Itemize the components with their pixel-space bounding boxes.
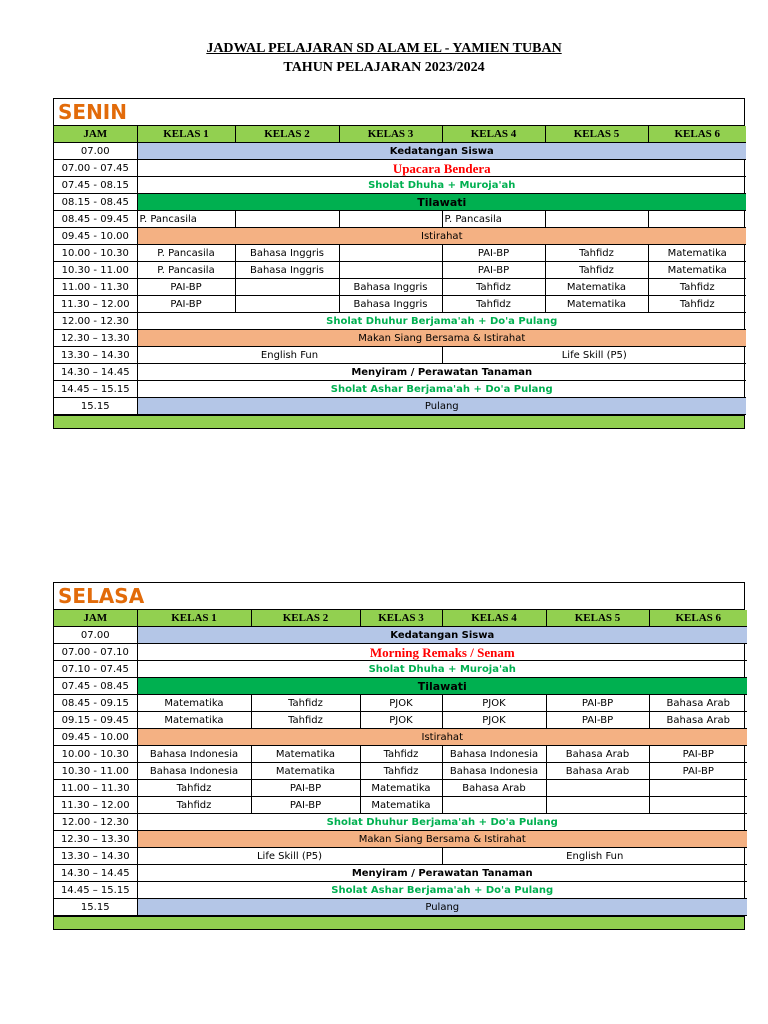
subject-cell: Bahasa Arab bbox=[649, 695, 747, 712]
table-row bbox=[54, 398, 746, 415]
activity-cell: Life Skill (P5) bbox=[137, 848, 442, 865]
document-subtitle: TAHUN PELAJARAN 2023/2024 bbox=[283, 60, 485, 75]
column-header: KELAS 1 bbox=[137, 610, 251, 627]
activity-cell: Tilawati bbox=[137, 678, 747, 695]
time-cell: 07.00 bbox=[54, 143, 137, 160]
activity-cell: Upacara Bendera bbox=[137, 160, 746, 177]
subject-cell: PJOK bbox=[442, 695, 546, 712]
subject-cell bbox=[339, 262, 442, 279]
activity-cell: Pulang bbox=[137, 398, 746, 415]
schedule-senin bbox=[53, 98, 745, 429]
time-cell: 07.00 bbox=[54, 627, 137, 644]
day-title: SELASA bbox=[54, 583, 744, 610]
time-cell: 07.45 - 08.15 bbox=[54, 177, 137, 194]
activity-cell: Sholat Ashar Berjama'ah + Do'a Pulang bbox=[137, 882, 747, 899]
subject-cell: Bahasa Indonesia bbox=[137, 746, 251, 763]
time-cell: 12.30 – 13.30 bbox=[54, 831, 137, 848]
column-header: KELAS 3 bbox=[339, 126, 442, 143]
table-row bbox=[54, 627, 747, 644]
time-cell: 15.15 bbox=[54, 398, 137, 415]
subject-cell bbox=[545, 211, 648, 228]
subject-cell: Matematika bbox=[251, 746, 360, 763]
time-cell: 10.00 - 10.30 bbox=[54, 245, 137, 262]
activity-cell: Sholat Dhuha + Muroja'ah bbox=[137, 177, 746, 194]
time-cell: 07.45 - 08.45 bbox=[54, 678, 137, 695]
activity-cell: English Fun bbox=[442, 848, 747, 865]
subject-cell: Bahasa Indonesia bbox=[442, 763, 546, 780]
table-row bbox=[54, 296, 746, 313]
time-cell: 08.45 - 09.45 bbox=[54, 211, 137, 228]
subject-cell: P. Pancasila bbox=[442, 211, 545, 228]
column-header: KELAS 3 bbox=[360, 610, 442, 627]
table-row bbox=[54, 245, 746, 262]
subject-cell: Matematika bbox=[360, 780, 442, 797]
subject-cell: PJOK bbox=[360, 712, 442, 729]
subject-cell: PAI-BP bbox=[442, 245, 545, 262]
time-cell: 08.15 - 08.45 bbox=[54, 194, 137, 211]
time-cell: 07.00 - 07.45 bbox=[54, 160, 137, 177]
time-cell: 07.10 - 07.45 bbox=[54, 661, 137, 678]
subject-cell: PJOK bbox=[442, 712, 546, 729]
subject-cell: P. Pancasila bbox=[137, 245, 235, 262]
table-row bbox=[54, 678, 747, 695]
table-footer-bar bbox=[54, 916, 744, 929]
subject-cell: Matematika bbox=[648, 245, 746, 262]
schedule-selasa bbox=[53, 582, 745, 930]
time-cell: 12.30 – 13.30 bbox=[54, 330, 137, 347]
subject-cell: Bahasa Arab bbox=[546, 746, 649, 763]
activity-cell: Sholat Ashar Berjama'ah + Do'a Pulang bbox=[137, 381, 746, 398]
subject-cell: Tahfidz bbox=[251, 712, 360, 729]
subject-cell: PAI-BP bbox=[649, 763, 747, 780]
subject-cell: PAI-BP bbox=[442, 262, 545, 279]
table-row bbox=[54, 695, 747, 712]
subject-cell: PAI-BP bbox=[649, 746, 747, 763]
activity-cell: Life Skill (P5) bbox=[442, 347, 746, 364]
subject-cell: Matematika bbox=[545, 279, 648, 296]
time-cell: 11.30 – 12.00 bbox=[54, 797, 137, 814]
table-row bbox=[54, 160, 746, 177]
column-header: KELAS 4 bbox=[442, 126, 545, 143]
subject-cell: Tahfidz bbox=[648, 296, 746, 313]
activity-cell: Pulang bbox=[137, 899, 747, 916]
subject-cell bbox=[442, 797, 546, 814]
activity-cell: Istirahat bbox=[137, 729, 747, 746]
time-cell: 15.15 bbox=[54, 899, 137, 916]
activity-cell: Menyiram / Perawatan Tanaman bbox=[137, 364, 746, 381]
time-cell: 09.45 - 10.00 bbox=[54, 729, 137, 746]
time-cell: 14.30 – 14.45 bbox=[54, 865, 137, 882]
subject-cell bbox=[649, 797, 747, 814]
table-row bbox=[54, 899, 747, 916]
table-row bbox=[54, 381, 746, 398]
table-row bbox=[54, 313, 746, 330]
subject-cell: Matematika bbox=[545, 296, 648, 313]
time-cell: 11.00 - 11.30 bbox=[54, 279, 137, 296]
activity-cell: Istirahat bbox=[137, 228, 746, 245]
table-row bbox=[54, 729, 747, 746]
subject-cell: Tahfidz bbox=[545, 245, 648, 262]
time-cell: 11.30 – 12.00 bbox=[54, 296, 137, 313]
subject-cell: Tahfidz bbox=[648, 279, 746, 296]
time-cell: 10.30 - 11.00 bbox=[54, 763, 137, 780]
subject-cell: PJOK bbox=[360, 695, 442, 712]
table-row bbox=[54, 763, 747, 780]
subject-cell bbox=[235, 279, 339, 296]
subject-cell: Tahfidz bbox=[251, 695, 360, 712]
activity-cell: Makan Siang Bersama & Istirahat bbox=[137, 330, 746, 347]
table-row bbox=[54, 330, 746, 347]
time-cell: 12.00 - 12.30 bbox=[54, 313, 137, 330]
activity-cell: Menyiram / Perawatan Tanaman bbox=[137, 865, 747, 882]
subject-cell: Bahasa Arab bbox=[546, 763, 649, 780]
subject-cell bbox=[339, 245, 442, 262]
time-cell: 14.45 – 15.15 bbox=[54, 381, 137, 398]
table-row bbox=[54, 177, 746, 194]
subject-cell: Bahasa Arab bbox=[442, 780, 546, 797]
subject-cell: PAI-BP bbox=[251, 780, 360, 797]
table-row bbox=[54, 194, 746, 211]
activity-cell: Kedatangan Siswa bbox=[137, 627, 747, 644]
table-footer-bar bbox=[54, 415, 744, 428]
subject-cell: Bahasa Inggris bbox=[235, 245, 339, 262]
time-cell: 14.45 – 15.15 bbox=[54, 882, 137, 899]
activity-cell: English Fun bbox=[137, 347, 442, 364]
table-row bbox=[54, 865, 747, 882]
table-row bbox=[54, 143, 746, 160]
table-row bbox=[54, 780, 747, 797]
column-header: KELAS 5 bbox=[545, 126, 648, 143]
time-cell: 13.30 – 14.30 bbox=[54, 347, 137, 364]
subject-cell: Tahfidz bbox=[137, 780, 251, 797]
table-row bbox=[54, 364, 746, 381]
column-header: KELAS 6 bbox=[649, 610, 747, 627]
subject-cell: Bahasa Indonesia bbox=[442, 746, 546, 763]
table-row bbox=[54, 797, 747, 814]
subject-cell: PAI-BP bbox=[137, 296, 235, 313]
table-row bbox=[54, 279, 746, 296]
subject-cell bbox=[235, 296, 339, 313]
activity-cell: Makan Siang Bersama & Istirahat bbox=[137, 831, 747, 848]
day-title: SENIN bbox=[54, 99, 744, 126]
subject-cell: Matematika bbox=[251, 763, 360, 780]
subject-cell: Matematika bbox=[648, 262, 746, 279]
table-row bbox=[54, 882, 747, 899]
column-header: KELAS 2 bbox=[235, 126, 339, 143]
subject-cell: Tahfidz bbox=[442, 279, 545, 296]
time-cell: 10.30 - 11.00 bbox=[54, 262, 137, 279]
time-cell: 07.00 - 07.10 bbox=[54, 644, 137, 661]
subject-cell bbox=[546, 780, 649, 797]
table-row bbox=[54, 228, 746, 245]
time-cell: 09.15 - 09.45 bbox=[54, 712, 137, 729]
subject-cell: Tahfidz bbox=[545, 262, 648, 279]
subject-cell: Bahasa Inggris bbox=[339, 296, 442, 313]
column-header: KELAS 5 bbox=[546, 610, 649, 627]
activity-cell: Kedatangan Siswa bbox=[137, 143, 746, 160]
subject-cell: PAI-BP bbox=[546, 712, 649, 729]
table-row bbox=[54, 347, 746, 364]
table-row bbox=[54, 746, 747, 763]
activity-cell: Sholat Dhuhur Berjama'ah + Do'a Pulang bbox=[137, 313, 746, 330]
subject-cell: Bahasa Indonesia bbox=[137, 763, 251, 780]
activity-cell: Sholat Dhuhur Berjama'ah + Do'a Pulang bbox=[137, 814, 747, 831]
subject-cell: Bahasa Inggris bbox=[339, 279, 442, 296]
activity-cell: Tilawati bbox=[137, 194, 746, 211]
subject-cell: Tahfidz bbox=[360, 763, 442, 780]
subject-cell: Matematika bbox=[137, 695, 251, 712]
subject-cell: Bahasa Inggris bbox=[235, 262, 339, 279]
table-row bbox=[54, 211, 746, 228]
table-header-row bbox=[54, 126, 746, 143]
document-title: JADWAL PELAJARAN SD ALAM EL - YAMIEN TUBAN bbox=[206, 41, 562, 56]
column-header: KELAS 6 bbox=[648, 126, 746, 143]
subject-cell: Matematika bbox=[137, 712, 251, 729]
subject-cell: PAI-BP bbox=[251, 797, 360, 814]
subject-cell bbox=[235, 211, 339, 228]
subject-cell bbox=[339, 211, 442, 228]
column-header: KELAS 2 bbox=[251, 610, 360, 627]
table-row bbox=[54, 661, 747, 678]
subject-cell: P. Pancasila bbox=[137, 211, 235, 228]
subject-cell: Bahasa Arab bbox=[649, 712, 747, 729]
time-cell: 08.45 - 09.15 bbox=[54, 695, 137, 712]
time-cell: 09.45 - 10.00 bbox=[54, 228, 137, 245]
table-header-row bbox=[54, 610, 747, 627]
schedule-table bbox=[54, 610, 747, 916]
table-row bbox=[54, 814, 747, 831]
table-row bbox=[54, 644, 747, 661]
activity-cell: Sholat Dhuha + Muroja'ah bbox=[137, 661, 747, 678]
time-cell: 12.00 - 12.30 bbox=[54, 814, 137, 831]
column-header: JAM bbox=[54, 610, 137, 627]
subject-cell: P. Pancasila bbox=[137, 262, 235, 279]
subject-cell: PAI-BP bbox=[546, 695, 649, 712]
column-header: KELAS 1 bbox=[137, 126, 235, 143]
schedule-table bbox=[54, 126, 746, 415]
table-row bbox=[54, 712, 747, 729]
time-cell: 13.30 – 14.30 bbox=[54, 848, 137, 865]
table-row bbox=[54, 831, 747, 848]
subject-cell bbox=[649, 780, 747, 797]
table-row bbox=[54, 848, 747, 865]
subject-cell: Tahfidz bbox=[442, 296, 545, 313]
subject-cell bbox=[546, 797, 649, 814]
time-cell: 11.00 – 11.30 bbox=[54, 780, 137, 797]
subject-cell bbox=[648, 211, 746, 228]
subject-cell: Matematika bbox=[360, 797, 442, 814]
subject-cell: Tahfidz bbox=[360, 746, 442, 763]
table-row bbox=[54, 262, 746, 279]
column-header: JAM bbox=[54, 126, 137, 143]
column-header: KELAS 4 bbox=[442, 610, 546, 627]
subject-cell: Tahfidz bbox=[137, 797, 251, 814]
time-cell: 10.00 - 10.30 bbox=[54, 746, 137, 763]
time-cell: 14.30 – 14.45 bbox=[54, 364, 137, 381]
subject-cell: PAI-BP bbox=[137, 279, 235, 296]
activity-cell: Morning Remaks / Senam bbox=[137, 644, 747, 661]
